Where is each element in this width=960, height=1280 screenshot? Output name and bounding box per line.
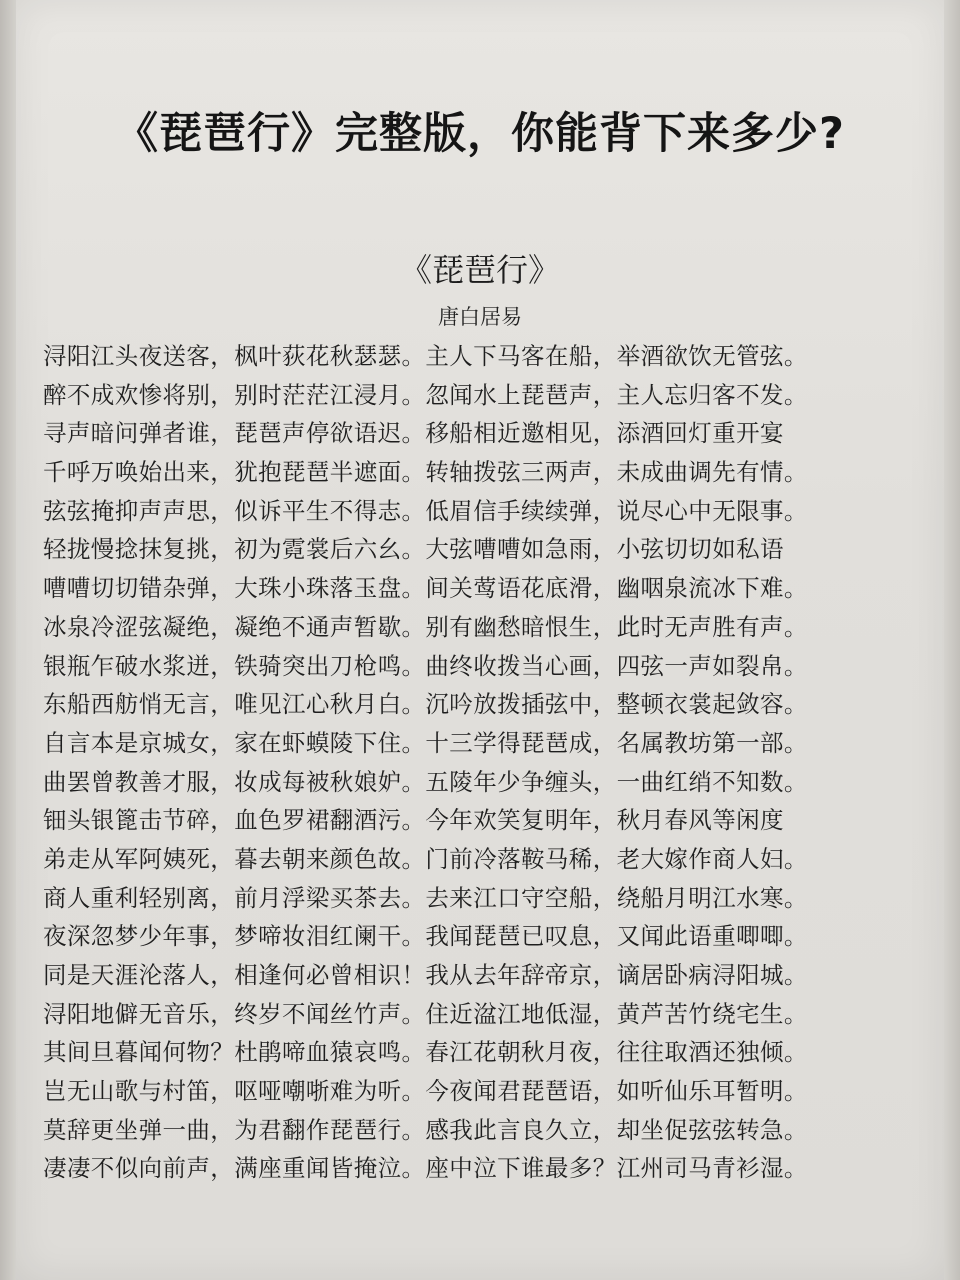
poem-body: [43, 337, 923, 1188]
poem-line: 夜深忽梦少年事，梦啼妆泪红阑干。我闻琵琶已叹息，又闻此语重唧唧。: [43, 922, 808, 951]
page-left-edge: [0, 0, 16, 1280]
poem-line: 嘈嘈切切错杂弹，大珠小珠落玉盘。间关莺语花底滑，幽咽泉流冰下难。: [43, 574, 808, 603]
poem-line: 钿头银篦击节碎，血色罗裙翻酒污。今年欢笑复明年，秋月春风等闲度: [43, 806, 784, 835]
poem-line: 银瓶乍破水浆迸，铁骑突出刀枪鸣。曲终收拨当心画，四弦一声如裂帛。: [43, 651, 808, 680]
page-title: 《琵琶行》完整版，你能背下来多少?: [115, 109, 845, 159]
poem-line: 东船西舫悄无言，唯见江心秋月白。沉吟放拨插弦中，整顿衣裳起敛容。: [43, 690, 808, 719]
poem-line: 浔阳地僻无音乐，终岁不闻丝竹声。住近湓江地低湿，黄芦苦竹绕宅生。: [43, 999, 808, 1028]
poem-line: 浔阳江头夜送客，枫叶荻花秋瑟瑟。主人下马客在船，举酒欲饮无管弦。: [43, 342, 808, 370]
poem-line: 冰泉冷涩弦凝绝，凝绝不通声暂歇。别有幽愁暗恨生，此时无声胜有声。: [43, 612, 808, 641]
poem-line: 莫辞更坐弹一曲，为君翻作琵琶行。感我此言良久立，却坐促弦弦转急。: [43, 1115, 808, 1144]
poem-line: 岂无山歌与村笛，呕哑嘲哳难为听。今夜闻君琵琶语，如听仙乐耳暂明。: [43, 1077, 808, 1106]
poem-line: 凄凄不似向前声，满座重闻皆掩泣。座中泣下谁最多？江州司马青衫湿。: [43, 1154, 808, 1183]
poem-line: 千呼万唤始出来，犹抱琵琶半遮面。转轴拨弦三两声，未成曲调先有情。: [43, 458, 808, 487]
poem-line: 弦弦掩抑声声思，似诉平生不得志。低眉信手续续弹，说尽心中无限事。: [43, 496, 808, 525]
poem-line: 商人重利轻别离，前月浮梁买茶去。去来江口守空船，绕船月明江水寒。: [43, 883, 808, 912]
poem-author: 唐白居易: [438, 305, 522, 329]
page-right-edge: [944, 0, 960, 1280]
poem-line: 醉不成欢惨将别，别时茫茫江浸月。忽闻水上琵琶声，主人忘归客不发。: [43, 380, 808, 409]
poem-title: 《琵琶行》: [399, 251, 560, 289]
poem-line: 同是天涯沦落人，相逢何必曾相识！我从去年辞帝京，谪居卧病浔阳城。: [43, 961, 808, 989]
poem-line: 轻拢慢捻抹复挑，初为霓裳后六幺。大弦嘈嘈如急雨，小弦切切如私语: [43, 535, 784, 564]
poem-line: 曲罢曾教善才服，妆成每被秋娘妒。五陵年少争缠头，一曲红绡不知数。: [43, 767, 808, 796]
poem-line: 寻声暗问弹者谁，琵琶声停欲语迟。移船相近邀相见，添酒回灯重开宴: [43, 419, 784, 448]
poem-line: 弟走从军阿姨死，暮去朝来颜色故。门前冷落鞍马稀，老大嫁作商人妇。: [43, 844, 808, 873]
poem-line: 自言本是京城女，家在虾蟆陵下住。十三学得琵琶成，名属教坊第一部。: [43, 728, 808, 757]
poem-line: 其间旦暮闻何物？杜鹃啼血猿哀鸣。春江花朝秋月夜，往往取酒还独倾。: [43, 1038, 808, 1067]
